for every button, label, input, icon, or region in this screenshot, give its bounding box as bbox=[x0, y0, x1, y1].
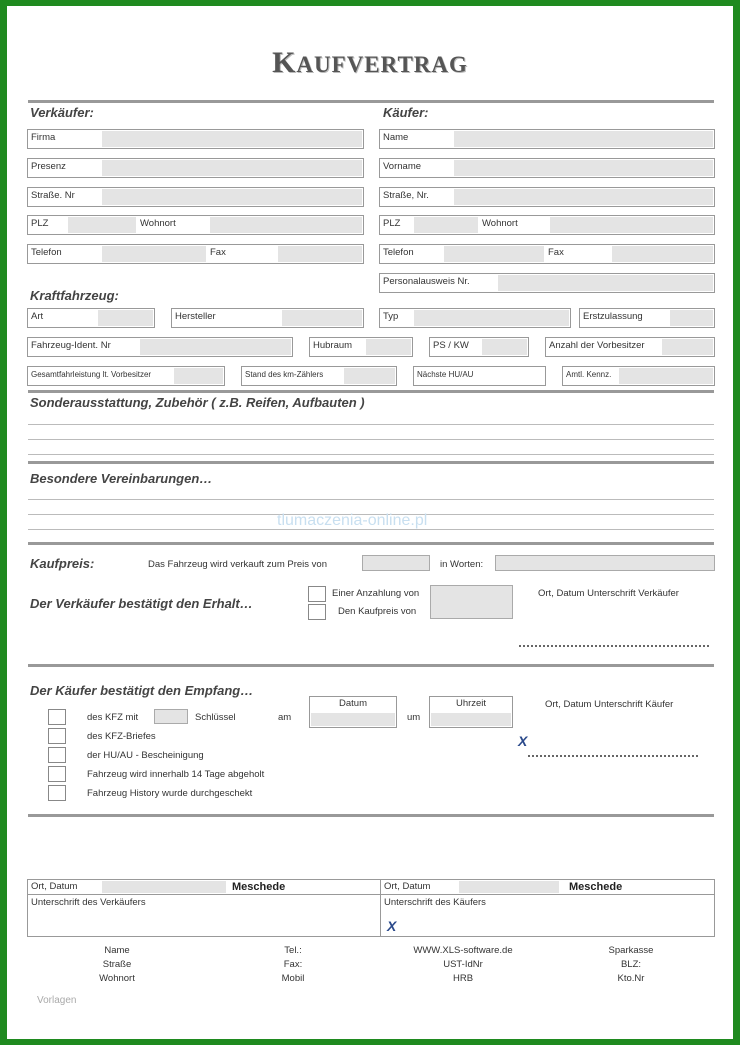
extras-heading: Sonderausstattung, Zubehör ( z.B. Reifen, Aufbauten ) bbox=[30, 395, 365, 410]
kfz-mit-label: des KFZ mit bbox=[87, 712, 139, 723]
hu-label: der HU/AU - Bescheinigung bbox=[87, 750, 204, 761]
agreements-heading: Besondere Vereinbarungen… bbox=[30, 471, 213, 486]
vehicle-typ-field[interactable]: Typ bbox=[379, 308, 571, 328]
buyer-signature-mark: X bbox=[518, 733, 528, 749]
vehicle-heading: Kraftfahrzeug: bbox=[30, 288, 119, 303]
footer-col-contact: Tel.: Fax: Mobil bbox=[281, 945, 305, 984]
vehicle-gesamt-field[interactable]: Gesamtfahrleistung lt. Vorbesitzer bbox=[27, 366, 225, 386]
vehicle-stand-field[interactable]: Stand des km-Zählers bbox=[241, 366, 397, 386]
seller-plz-wohnort-field[interactable]: PLZ Wohnort bbox=[27, 215, 364, 235]
price-words-label: in Worten: bbox=[440, 559, 484, 570]
buyer-name-field[interactable]: Name bbox=[379, 129, 715, 149]
seller-ort-datum-field[interactable]: Ort, Datum Meschede bbox=[28, 880, 381, 895]
buyer-sig-label: Ort, Datum Unterschrift Käufer bbox=[545, 699, 674, 710]
am-label: am bbox=[278, 712, 292, 723]
anzahlung-checkbox[interactable] bbox=[308, 586, 326, 602]
price-text: Das Fahrzeug wird verkauft zum Preis von bbox=[148, 559, 327, 570]
seller-signature-line[interactable] bbox=[519, 645, 709, 647]
writing-line bbox=[28, 424, 714, 425]
divider bbox=[28, 390, 714, 393]
kfz-checkbox[interactable] bbox=[48, 709, 66, 725]
vehicle-art-field[interactable]: Art bbox=[27, 308, 155, 328]
buyer-signature-field[interactable]: Unterschrift des Käufers X bbox=[384, 897, 486, 934]
writing-line bbox=[28, 439, 714, 440]
divider bbox=[28, 664, 714, 667]
price-heading: Kaufpreis: bbox=[30, 556, 95, 571]
footer-col-bank: Sparkasse BLZ: Kto.Nr bbox=[608, 945, 654, 984]
buyer-phone-fax-field[interactable]: Telefon Fax bbox=[379, 244, 715, 264]
corner-label: Vorlagen bbox=[37, 995, 77, 1006]
schluessel-label: Schlüssel bbox=[195, 712, 236, 723]
divider bbox=[28, 461, 714, 464]
seller-sig-label: Ort, Datum Unterschrift Verkäufer bbox=[538, 588, 679, 599]
vehicle-vorbesitzer-field[interactable]: Anzahl der Vorbesitzer bbox=[545, 337, 715, 357]
seller-phone-fax-field[interactable]: Telefon Fax bbox=[27, 244, 364, 264]
briefes-label: des KFZ-Briefes bbox=[87, 731, 156, 742]
vehicle-hu-field[interactable]: Nächste HU/AU bbox=[413, 366, 546, 386]
divider bbox=[28, 100, 714, 103]
date-field[interactable]: Datum bbox=[309, 696, 397, 728]
history-checkbox[interactable] bbox=[48, 785, 66, 801]
buyer-plz-wohnort-field[interactable]: PLZ Wohnort bbox=[379, 215, 715, 235]
footer-col-name: Name Straße Wohnort bbox=[99, 945, 135, 984]
anzahlung-label: Einer Anzahlung von bbox=[332, 588, 420, 599]
contract-page bbox=[7, 6, 733, 1039]
seller-signature-field[interactable]: Unterschrift des Verkäufers bbox=[28, 895, 381, 936]
divider bbox=[28, 542, 714, 545]
buyer-heading: Käufer: bbox=[383, 105, 429, 120]
kaufpreis-checkbox[interactable] bbox=[308, 604, 326, 620]
price-amount-field[interactable] bbox=[362, 555, 430, 571]
writing-line bbox=[28, 499, 714, 500]
watermark: tlumaczenia-online.pl bbox=[277, 512, 428, 529]
seller-firma-field[interactable]: Firma bbox=[27, 129, 364, 149]
abgeholt-label: Fahrzeug wird innerhalb 14 Tage abgeholt bbox=[87, 769, 265, 780]
um-label: um bbox=[407, 712, 421, 723]
seller-presenz-field[interactable]: Presenz bbox=[27, 158, 364, 178]
divider bbox=[28, 814, 714, 817]
hu-checkbox[interactable] bbox=[48, 747, 66, 763]
history-label: Fahrzeug History wurde durchgeschekt bbox=[87, 788, 253, 799]
buyer-vorname-field[interactable]: Vorname bbox=[379, 158, 715, 178]
time-field[interactable]: Uhrzeit bbox=[429, 696, 513, 728]
signature-table bbox=[27, 879, 715, 937]
vehicle-kennz-field[interactable]: Amtl. Kennz. bbox=[562, 366, 715, 386]
buyer-street-field[interactable]: Straße, Nr. bbox=[379, 187, 715, 207]
seller-confirm-heading: Der Verkäufer bestätigt den Erhalt… bbox=[30, 596, 253, 611]
key-count-field[interactable] bbox=[154, 709, 188, 724]
vehicle-erstzulassung-field[interactable]: Erstzulassung bbox=[579, 308, 715, 328]
briefes-checkbox[interactable] bbox=[48, 728, 66, 744]
footer-col-web: WWW.XLS-software.de UST-IdNr HRB bbox=[413, 945, 513, 984]
price-words-field[interactable] bbox=[495, 555, 715, 571]
buyer-confirm-heading: Der Käufer bestätigt den Empfang… bbox=[30, 683, 254, 698]
seller-street-field[interactable]: Straße. Nr bbox=[27, 187, 364, 207]
seller-heading: Verkäufer: bbox=[30, 105, 94, 120]
kaufpreis-label: Den Kaufpreis von bbox=[338, 606, 417, 617]
buyer-ort-datum-field[interactable]: Ort, Datum Meschede bbox=[381, 880, 714, 895]
vehicle-hubraum-field[interactable]: Hubraum bbox=[309, 337, 413, 357]
vehicle-ident-field[interactable]: Fahrzeug-Ident. Nr bbox=[27, 337, 293, 357]
page-title: KAUFVERTRAG bbox=[272, 46, 468, 79]
anzahlung-amount-field[interactable] bbox=[430, 585, 513, 619]
vehicle-ps-field[interactable]: PS / KW bbox=[429, 337, 529, 357]
buyer-ausweis-field[interactable]: Personalausweis Nr. bbox=[379, 273, 715, 293]
buyer-signature-line[interactable] bbox=[528, 755, 698, 757]
abgeholt-checkbox[interactable] bbox=[48, 766, 66, 782]
writing-line bbox=[28, 454, 714, 455]
vehicle-hersteller-field[interactable]: Hersteller bbox=[171, 308, 364, 328]
